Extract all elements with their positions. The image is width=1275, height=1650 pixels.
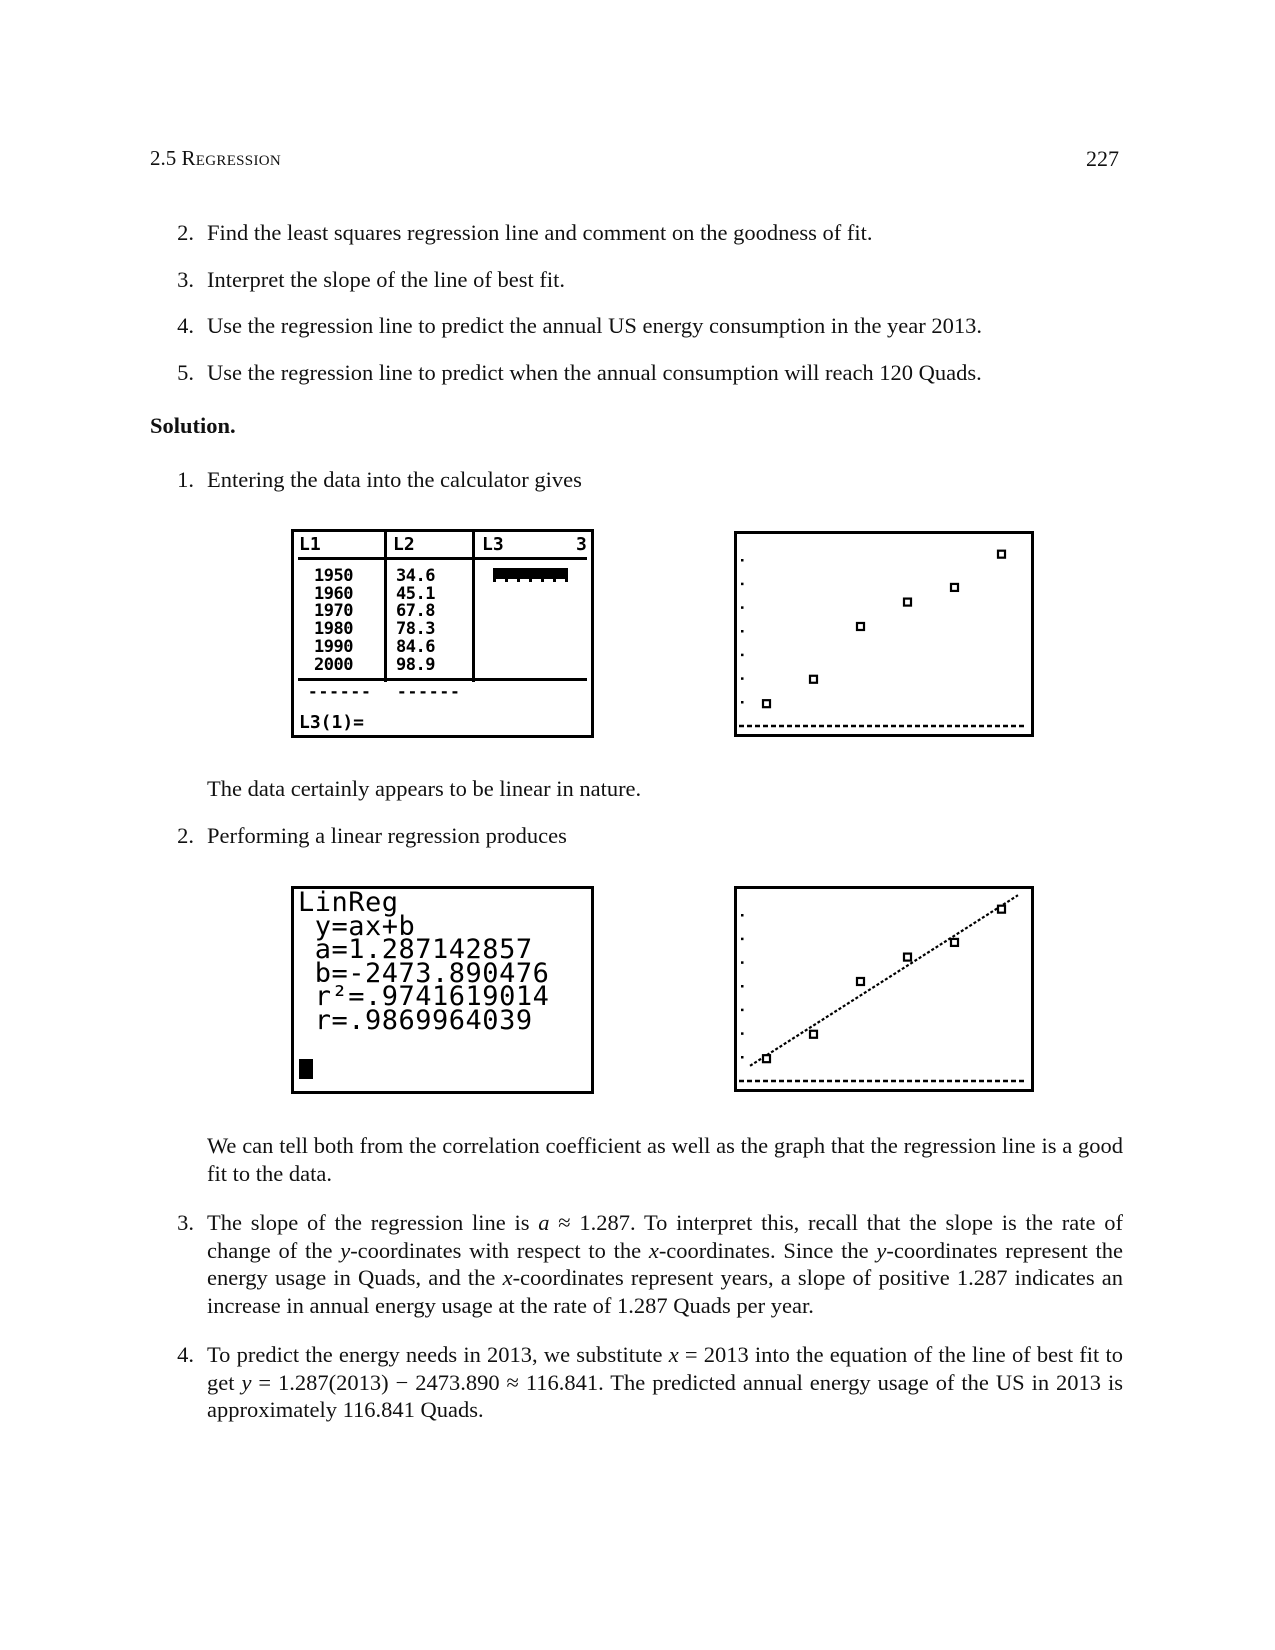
solution-heading: Solution.	[150, 413, 236, 438]
calculator-list-editor-screen	[291, 529, 594, 738]
step1-text: Entering the data into the calculator gives	[207, 467, 582, 492]
list-column-index: 3	[576, 534, 587, 555]
calculator-scatter-plot	[734, 531, 1034, 737]
section-number: 2.5	[150, 146, 177, 170]
list-cell[interactable]: 1990	[314, 636, 353, 657]
linreg-a: a=1.287142857	[298, 934, 533, 965]
data-point	[998, 551, 1005, 558]
data-point	[904, 954, 911, 961]
y-tick-mark	[741, 1056, 744, 1059]
list-header-l1: L1	[299, 534, 321, 555]
list-header-l2: L2	[393, 534, 415, 555]
data-point	[951, 939, 958, 946]
calculator-cursor	[299, 1059, 313, 1079]
y-tick-mark	[741, 559, 744, 562]
list-entry-line: L3(1)=	[299, 712, 365, 733]
linreg-r-squared: r²=.9741619014	[298, 981, 550, 1012]
data-point	[763, 700, 770, 707]
list-cell[interactable]: 34.6	[396, 566, 435, 586]
running-header-section	[150, 146, 281, 171]
y-tick-mark	[741, 654, 744, 657]
step-number: 3.	[177, 1210, 194, 1235]
list-cursor-highlight	[493, 568, 568, 579]
calculator-linreg-screen	[291, 886, 594, 1094]
y-tick-mark	[741, 961, 744, 964]
y-tick-mark	[741, 677, 744, 680]
data-point	[998, 906, 1005, 913]
header-divider	[298, 557, 587, 560]
data-point	[810, 676, 817, 683]
question-number: 4.	[177, 313, 194, 338]
data-point	[857, 978, 864, 985]
data-point	[857, 623, 864, 630]
list-cell[interactable]: 2000	[314, 654, 353, 675]
list-cell[interactable]: 1960	[314, 583, 353, 604]
list-end-marker: ------	[308, 682, 372, 701]
y-tick-mark	[741, 1009, 744, 1012]
list-header-l3: L3	[482, 534, 504, 555]
list-end-marker: ------	[397, 682, 461, 701]
footer-divider	[298, 678, 587, 681]
y-tick-mark	[741, 583, 744, 586]
column-divider	[472, 532, 475, 682]
list-cell[interactable]: 78.3	[396, 619, 435, 640]
question-text: Interpret the slope of the line of best fit.	[207, 267, 566, 292]
regression-plot-svg	[737, 889, 1031, 1089]
data-point	[763, 1055, 770, 1062]
list-cell[interactable]: 45.1	[396, 583, 435, 604]
list-cell[interactable]: 1970	[314, 601, 353, 622]
step3-text: The slope of the regression line is a ≈ 1.287. To interpret this, recall that the slope is the rate of change of the y-coordinates with respect to the x-coordinates. Since the y-coordinates represent the energy usage in Quads, and the x-coordinates represent years, a slope of positive 1.287 indicates an increase in annual energy usage at the rate of 1.287 Quads per year.	[207, 1210, 1123, 1318]
y-tick-mark	[741, 630, 744, 633]
step2-text: Performing a linear regression produces	[207, 823, 567, 848]
section-title: Regression	[181, 146, 282, 170]
scatter-plot-svg	[737, 534, 1031, 734]
step-number: 1.	[177, 467, 194, 492]
y-tick-mark	[741, 914, 744, 917]
question-number: 5.	[177, 360, 194, 385]
linreg-r: r=.9869964039	[298, 1004, 533, 1036]
step1-followup: The data certainly appears to be linear in nature.	[207, 776, 642, 801]
linreg-b: b=-2473.890476	[298, 957, 550, 989]
question-text: Find the least squares regression line and comment on the goodness of fit.	[207, 220, 873, 245]
linreg-equation: y=ax+b	[298, 910, 416, 942]
step4-text: To predict the energy needs in 2013, we substitute x = 2013 into the equation of the line of best fit to get y = 1.287(2013) − 2473.890 ≈ 116.841. The predicted annual energy usage of the US in 2013 is approximately 116.841 Quads.	[207, 1342, 1123, 1422]
question-text: Use the regression line to predict the annual US energy consumption in the year 2013.	[207, 313, 983, 338]
step-number: 2.	[177, 823, 194, 848]
list-cell[interactable]: 98.9	[396, 654, 435, 675]
step2-followup: We can tell both from the correlation coefficient as well as the graph that the regression line is a good fit to the data.	[207, 1133, 1123, 1186]
linreg-output	[298, 887, 550, 1036]
y-tick-mark	[741, 701, 744, 704]
regression-line	[750, 895, 1018, 1066]
question-number: 2.	[177, 220, 194, 245]
data-point	[904, 599, 911, 606]
column-divider	[384, 532, 387, 682]
data-point	[810, 1031, 817, 1038]
list-cell[interactable]: 84.6	[396, 636, 435, 657]
y-tick-mark	[741, 985, 744, 988]
page-number: 227	[1086, 146, 1119, 171]
question-text: Use the regression line to predict when the annual consumption will reach 120 Quads.	[207, 360, 982, 385]
calculator-regression-plot	[734, 886, 1034, 1092]
list-cell[interactable]: 1950	[314, 566, 353, 586]
list-cell[interactable]: 67.8	[396, 601, 435, 622]
linreg-title: LinReg	[298, 887, 399, 918]
y-tick-mark	[741, 938, 744, 941]
data-point	[951, 584, 958, 591]
y-tick-mark	[741, 1032, 744, 1035]
list-l1-values	[314, 568, 353, 674]
list-l2-values	[396, 568, 435, 674]
step-number: 4.	[177, 1342, 194, 1367]
list-cell[interactable]: 1980	[314, 619, 353, 640]
y-tick-mark	[741, 606, 744, 609]
question-number: 3.	[177, 267, 194, 292]
